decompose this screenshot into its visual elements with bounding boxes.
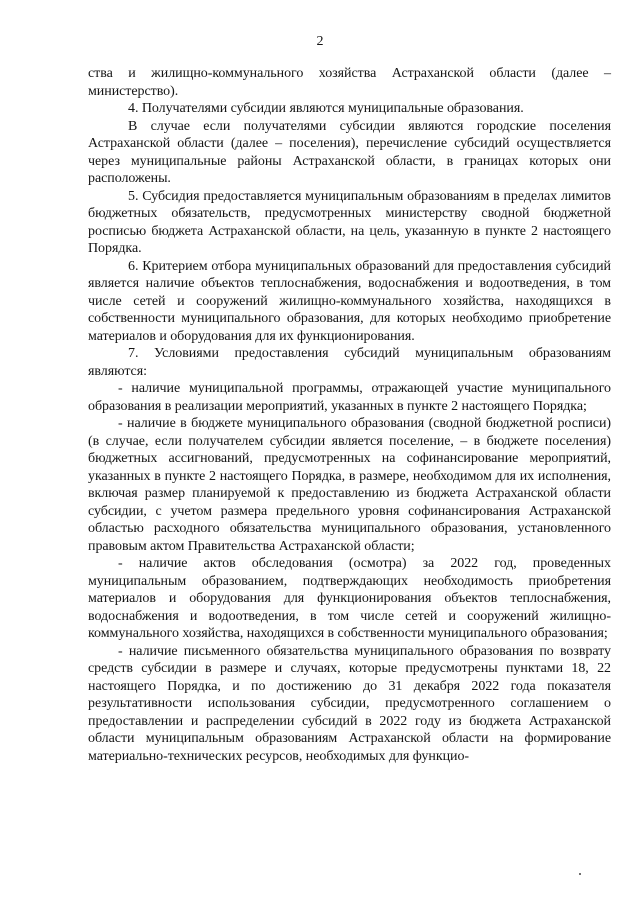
paragraph-6: 7. Условиями предоставления субсидий муниципальным образованиям являются: xyxy=(88,346,611,379)
paragraph-2: 4. Получателями субсидии являются муниципальные образования. xyxy=(128,101,524,116)
paragraph-5: 6. Критерием отбора муниципальных образований для предоставления субсидий является наличие объектов теплоснабжения, водоснабжения и водоотведения, в том числе сетей и сооружений жилищно-коммунального хозяйства, находящихся в собственности муниципального образования, для которых необходимо приобретение материалов и оборудования для их функционирования. xyxy=(88,258,611,344)
page-number: 2 xyxy=(316,34,324,49)
condition-item-4: - наличие письменного обязательства муниципального образования по возврату средств субсидии в размере и случаях, которые предусмотрены пунктами 18, 22 настоящего Порядка, и по достижению до 31 декабря 2022 года показателя результативности использования субсидии, предусмотренного соглашением о предоставлении и распределении субсидий в 2022 году из бюджета Астраханской области муниципальным образованиям Астраханской области на формирование материально-технических ресурсов, необходимых для функцио- xyxy=(88,643,611,764)
condition-item-3: - наличие актов обследования (осмотра) за 2022 год, проведенных муниципальным образованием, подтверждающих необходимость приобретения материалов и оборудования для функционирования объектов теплоснабжения, водоснабжения и водоотведения, в том числе сетей и сооружений жилищно-коммунального хозяйства, находящихся в собственности муниципального образования; xyxy=(88,556,611,641)
scan-speck xyxy=(579,873,581,875)
paragraph-3: В случае если получателями субсидии являются городские поселения Астраханской области (далее – поселения), перечисление субсидий осуществляется через муниципальные районы Астраханской области, в границах которых они расположены. xyxy=(88,118,611,186)
paragraph-1: ства и жилищно-коммунального хозяйства Астраханской области (далее – министерство). xyxy=(88,66,611,99)
condition-item-2: - наличие в бюджете муниципального образования (сводной бюджетной росписи) (в случае, если получателем субсидии является поселение, – в бюджете поселения) бюджетных ассигнований, предусмотренных на софинансирование мероприятий, указанных в пункте 2 настоящего Порядка, в размере, необходимом для их исполнения, включая размер планируемой к предоставлению из бюджета Астраханской области субсидии, с учетом размера предельного уровня софинансирования Астраханской областью расходного обязательства муниципального образования, установленного правовым актом Правительства Астраханской области; xyxy=(88,416,611,554)
condition-item-1: - наличие муниципальной программы, отражающей участие муниципального образования в реализации мероприятий, указанных в пункте 2 настоящего Порядка; xyxy=(88,381,611,414)
paragraph-4: 5. Субсидия предоставляется муниципальным образованиям в пределах лимитов бюджетных обязательств, предусмотренных министерству сводной бюджетной росписью бюджета Астраханской области, на цель, указанную в пункте 2 настоящего Порядка. xyxy=(88,188,611,256)
document-body xyxy=(88,65,611,765)
